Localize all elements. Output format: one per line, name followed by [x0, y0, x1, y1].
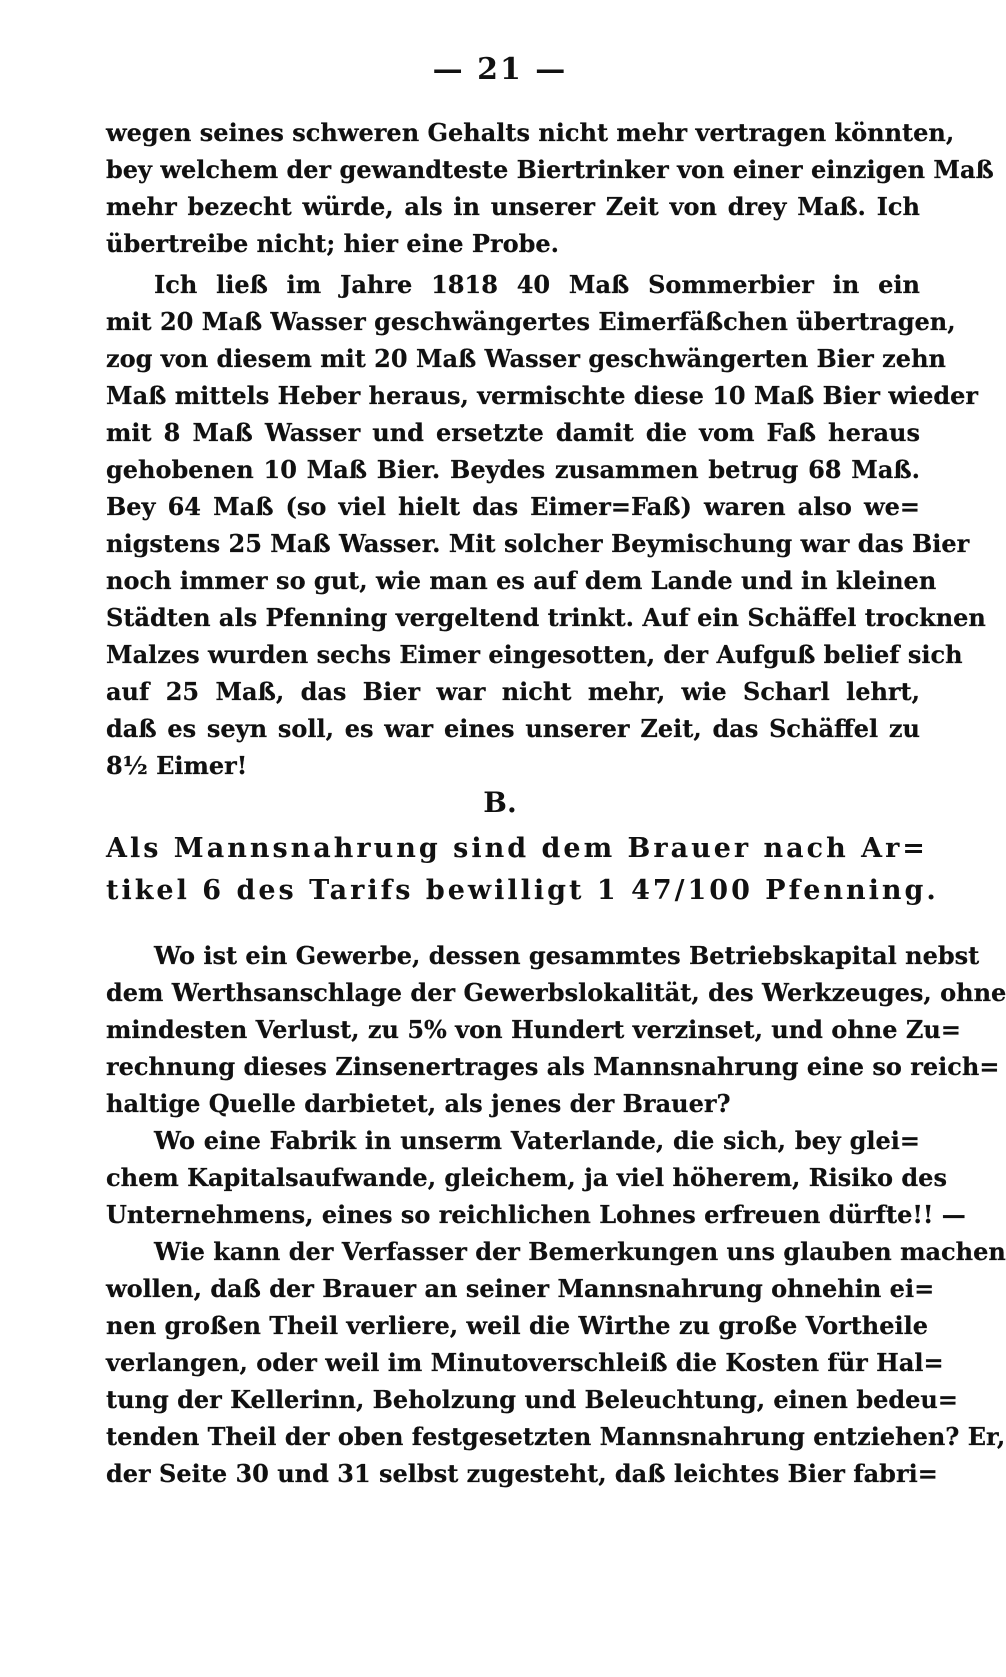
text-line: bey welchem der gewandteste Biertrinker von einer einzigen Maß [106, 155, 994, 184]
text-line: Wo eine Fabrik in unserm Vaterlande, die sich, bey glei= [154, 1126, 920, 1155]
text-line: Malzes wurden sechs Eimer eingesotten, der Aufguß belief sich [106, 640, 963, 669]
text-line: noch immer so gut, wie man es auf dem Lande und in kleinen [106, 566, 937, 595]
text-line: 8½ Eimer! [106, 751, 248, 780]
page-number: — 21 — [432, 52, 568, 87]
paragraph-1 [106, 114, 994, 262]
text-line: Wo ist ein Gewerbe, dessen gesammtes Betriebskapital nebst [154, 941, 980, 970]
text-line: rechnung dieses Zinsenertrages als Mannsnahrung eine so reich= [106, 1052, 1000, 1081]
text-line: Ich ließ im Jahre 1818 40 Maß Sommerbier in ein [154, 270, 920, 299]
text-line: nigstens 25 Maß Wasser. Mit solcher Beymischung war das Bier [106, 529, 970, 558]
text-line: verlangen, oder weil im Minutoverschleiß die Kosten für Hal= [106, 1348, 944, 1377]
text-line: nen großen Theil verliere, weil die Wirthe zu große Vortheile [106, 1311, 929, 1340]
text-line: haltige Quelle darbietet, als jenes der Brauer? [106, 1089, 731, 1118]
text-line: Wie kann der Verfasser der Bemerkungen uns glauben machen [154, 1237, 1006, 1266]
text-line: tenden Theil der oben festgesetzten Mannsnahrung entziehen? Er, [106, 1422, 1006, 1451]
text-line: Unternehmens, eines so reichlichen Lohnes erfreuen dürfte!! — [106, 1200, 966, 1229]
text-line: zog von diesem mit 20 Maß Wasser geschwängerten Bier zehn [106, 344, 946, 373]
text-line: daß es seyn soll, es war eines unserer Zeit, das Schäffel zu [106, 714, 920, 743]
section-letter: B. [483, 786, 517, 819]
text-line: tung der Kellerinn, Beholzung und Beleuchtung, einen bedeu= [106, 1385, 958, 1414]
text-line: der Seite 30 und 31 selbst zugesteht, daß leichtes Bier fabri= [106, 1459, 938, 1488]
paragraph-3 [106, 937, 1006, 1122]
paragraph-2 [106, 266, 986, 784]
section-heading [106, 828, 939, 912]
text-line: Städten als Pfenning vergeltend trinkt. Auf ein Schäffel trocknen [106, 603, 986, 632]
paragraph-5 [106, 1233, 1006, 1492]
heading-line: tikel 6 des Tarifs bewilligt 1 47/100 Pfenning. [106, 875, 939, 906]
text-line: übertreibe nicht; hier eine Probe. [106, 229, 559, 258]
text-line: mindesten Verlust, zu 5% von Hundert verzinset, und ohne Zu= [106, 1015, 961, 1044]
text-line: chem Kapitalsaufwande, gleichem, ja viel höherem, Risiko des [106, 1163, 947, 1192]
text-line: Bey 64 Maß (so viel hielt das Eimer=Faß) waren also we= [106, 492, 920, 521]
text-line: mehr bezecht würde, als in unserer Zeit von drey Maß. Ich [106, 192, 920, 221]
text-line: Maß mittels Heber heraus, vermischte diese 10 Maß Bier wieder [106, 381, 979, 410]
text-line: auf 25 Maß, das Bier war nicht mehr, wie Scharl lehrt, [106, 677, 920, 706]
text-line: mit 20 Maß Wasser geschwängertes Eimerfäßchen übertragen, [106, 307, 956, 336]
heading-line: Als Mannsnahrung sind dem Brauer nach Ar= [106, 833, 928, 864]
text-line: mit 8 Maß Wasser und ersetzte damit die vom Faß heraus [106, 418, 920, 447]
paragraph-4 [106, 1122, 966, 1233]
text-line: wollen, daß der Brauer an seiner Mannsnahrung ohnehin ei= [106, 1274, 935, 1303]
text-line: dem Werthsanschlage der Gewerbslokalität, des Werkzeuges, ohne [106, 978, 1006, 1007]
text-line: gehobenen 10 Maß Bier. Beydes zusammen betrug 68 Maß. [106, 455, 920, 484]
text-line: wegen seines schweren Gehalts nicht mehr vertragen könnten, [106, 118, 955, 147]
